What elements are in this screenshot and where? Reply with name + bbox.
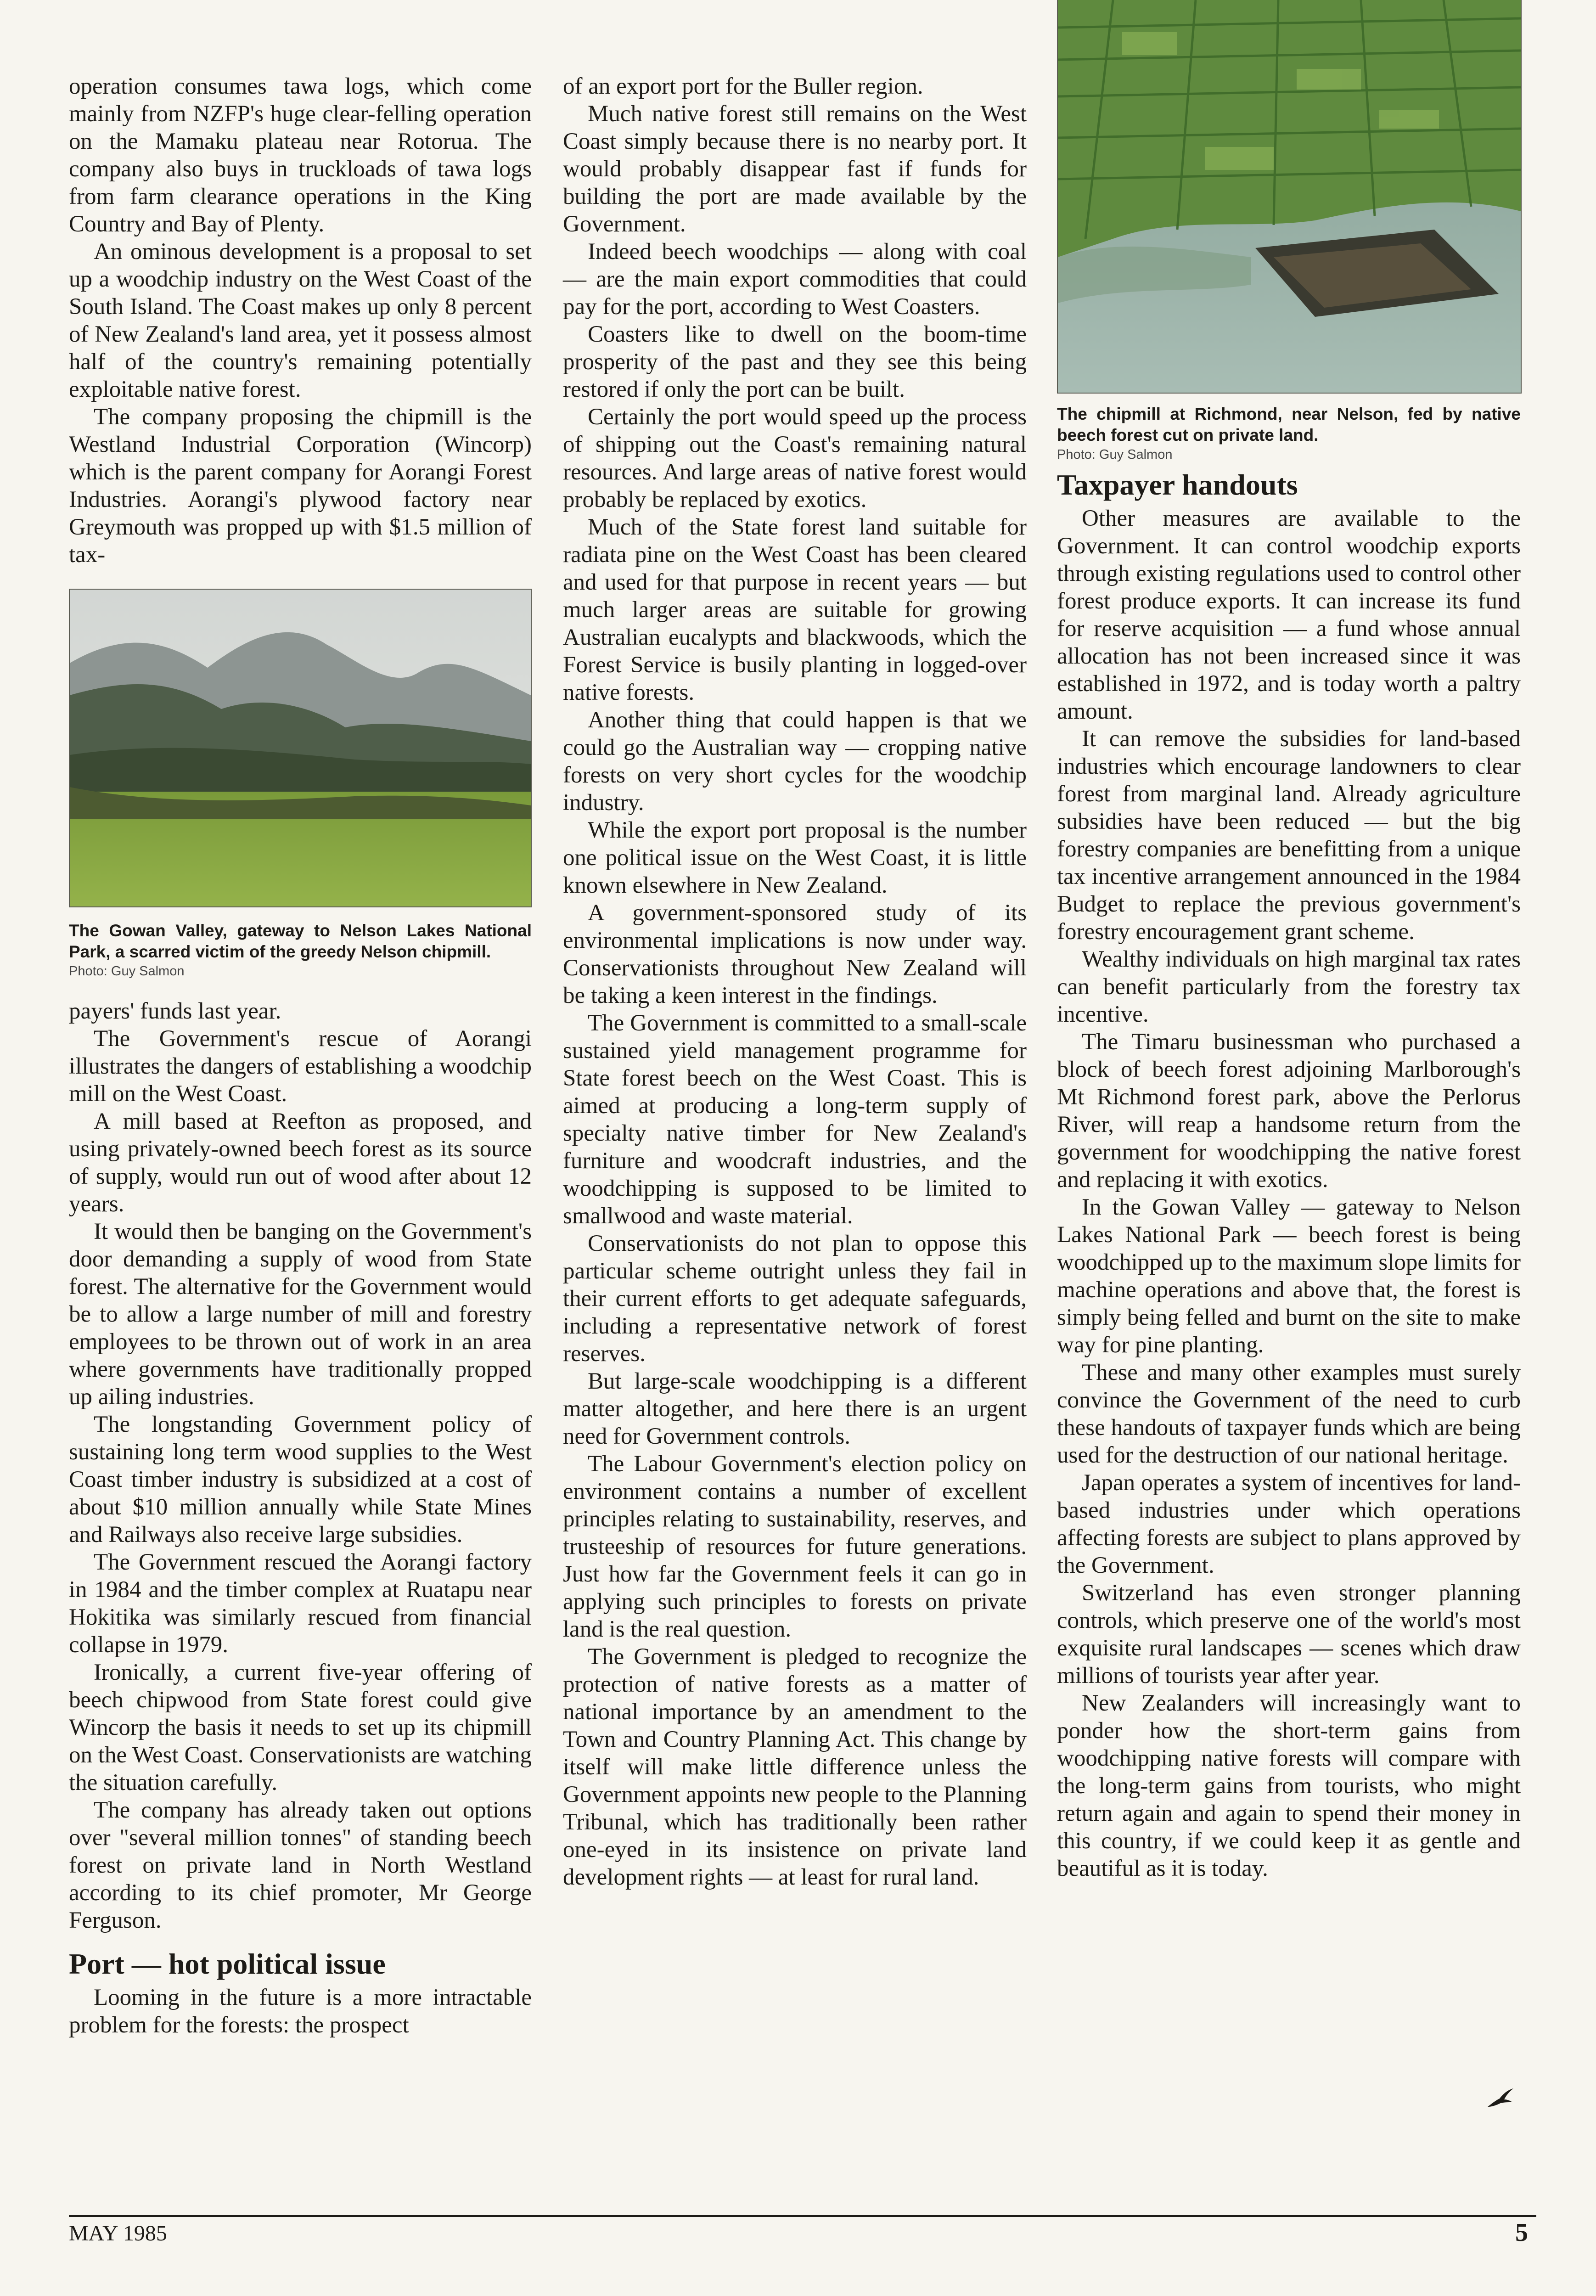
paragraph: In the Gowan Valley — gateway to Nelson Lakes National Park — beech forest is being woodchipped up to the maximum slope limits for machine operations and above that, the forest is simply being felled and burnt on the site to make way for pine planting. [1057, 1194, 1521, 1358]
paragraph: The Labour Government's election policy on environment contains a number of excellent principles relating to sustainability, reserves, and trusteeship of resources for future generations. Just how far the Government feels it can go in applying such principles to forests on private land is the real question. [563, 1451, 1027, 1642]
paragraph: payers' funds last year. [69, 998, 281, 1024]
paragraph: Indeed beech woodchips — along with coal — are the main export commodities that could pay for the port, according to West Coasters. [563, 239, 1027, 320]
footer-issue-date: MAY 1985 [69, 2221, 167, 2245]
photo-credit: Photo: Guy Salmon [1057, 447, 1173, 462]
paragraph: Much of the State forest land suitable for radiata pine on the West Coast has been cleared and used for that purpose in recent years — but much larger areas are suitable for growing Australian eucalypts and blackwoods, which the Forest Service is busily planting in logged-over native forests. [563, 514, 1027, 705]
paragraph: The Government's rescue of Aorangi illustrates the dangers of establishing a woodchip mill on the West Coast. [69, 1026, 532, 1107]
paragraph: Conservationists do not plan to oppose this particular scheme outright unless they fail in their current efforts to get adequate safeguards, including a representative network of forest reserves. [563, 1231, 1027, 1367]
paragraph: The Government rescued the Aorangi factory in 1984 and the timber complex at Ruatapu near Hokitika was similarly rescued from financial collapse in 1979. [69, 1549, 532, 1658]
photo-credit: Photo: Guy Salmon [69, 964, 185, 979]
paragraph: A government-sponsored study of its environmental implications is now under way. Conservationists throughout New Zealand will be taking a keen interest in the findings. [563, 900, 1027, 1008]
col1-top-text [69, 73, 532, 568]
section-heading: Port — hot political issue [69, 1947, 386, 1980]
paragraph: Another thing that could happen is that we could go the Australian way — cropping native forests on very short cycles for the woodchip industry. [563, 707, 1027, 816]
page-number: 5 [1515, 2218, 1528, 2247]
paragraph: The company has already taken out options over "several million tonnes" of standing beech forest on private land in North Westland according to its chief promoter, Mr George Ferguson. [69, 1797, 532, 1933]
column-2 [563, 73, 1027, 1891]
paragraph: Ironically, a current five-year offering of beech chipwood from State forest could give Wincorp the basis it needs to set up its chipmill on the West Coast. Conservationists are watching the situation carefully. [69, 1660, 532, 1795]
paragraph: Coasters like to dwell on the boom-time prosperity of the past and they see this being restored if only the port can be built. [563, 321, 1027, 402]
paragraph: An ominous development is a proposal to set up a woodchip industry on the West Coast of the South Island. The Coast makes up only 8 percent of New Zealand's land area, yet it possess almost half of the country's remaining potentially exploitable native forest. [69, 239, 532, 402]
paragraph: operation consumes tawa logs, which come mainly from NZFP's huge clear-felling operation on the Mamaku plateau near Rotorua. The company also buys in truckloads of tawa logs from farm clearance operations in the King Country and Bay of Plenty. [69, 73, 532, 237]
photo-caption: The chipmill at Richmond, near Nelson, fed by native beech forest cut on private land. [1057, 405, 1521, 445]
paragraph: Looming in the future is a more intractable problem for the forests: the prospect [69, 1985, 532, 2038]
paragraph: Wealthy individuals on high marginal tax rates can benefit particularly from the forestry tax incentive. [1057, 946, 1521, 1027]
paragraph: It can remove the subsidies for land-based industries which encourage landowners to clear forest from marginal land. Already agriculture subsidies have been reduced — but the big forestry companies are benefitting from a unique tax incentive arrangement announced in the 1984 Budget to replace the previous government's forestry encouragement grant scheme. [1057, 726, 1521, 945]
photo-caption: The Gowan Valley, gateway to Nelson Lakes National Park, a scarred victim of the greedy Nelson chipmill. [69, 921, 532, 961]
paragraph: of an export port for the Buller region. [563, 73, 923, 99]
footer-rule [69, 2215, 1536, 2217]
paragraph: New Zealanders will increasingly want to ponder how the short-term gains from woodchipping native forests will compare with the long-term gains from tourists, who might return again and again to spend their money in this country, if we could keep it as gentle and beautiful as it is today. [1057, 1690, 1521, 1881]
paragraph: Certainly the port would speed up the process of shipping out the Coast's remaining natural resources. And large areas of native forest would probably be replaced by exotics. [563, 404, 1027, 512]
paragraph: The Government is committed to a small-scale sustained yield management programme for State forest beech on the West Coast. This is aimed at producing a long-term supply of specialty native timber for New Zealand's furniture and woodcraft industries, and the woodchipping is supposed to be limited to smallwood and waste material. [563, 1010, 1027, 1229]
bird-icon [1486, 2087, 1515, 2110]
gowan-valley-photo [69, 589, 532, 907]
column-1 [69, 73, 532, 2039]
column-3 [1057, 0, 1521, 1882]
paragraph: Japan operates a system of incentives for land-based industries under which operations affecting forests are subject to plans approved by the Government. [1057, 1470, 1521, 1578]
paragraph: Switzerland has even stronger planning controls, which preserve one of the world's most exquisite rural landscapes — scenes which draw millions of tourists year after year. [1057, 1580, 1521, 1688]
paragraph: These and many other examples must surely convince the Government of the need to curb these handouts of taxpayer funds which are being used for the destruction of our national heritage. [1057, 1360, 1521, 1468]
paragraph: But large-scale woodchipping is a different matter altogether, and here there is an urgent need for Government controls. [563, 1368, 1027, 1449]
paragraph: The Government is pledged to recognize the protection of native forests as a matter of national importance by an amendment to the Town and Country Planning Act. This change by itself will make little difference unless the Government appoints new people to the Planning Tribunal, which has traditionally been rather one-eyed in its insistence on private land development rights — at least for rural land. [563, 1644, 1027, 1890]
paragraph: The Timaru businessman who purchased a block of beech forest adjoining Marlborough's Mt Richmond forest park, above the Perlorus River, will reap a handsome return from the government for woodchipping the native forest and replacing it with exotics. [1057, 1029, 1521, 1193]
paragraph: It would then be banging on the Government's door demanding a supply of wood from State forest. The alternative for the Government would be to allow a large number of mill and forestry employees to be thrown out of work in an area where governments have traditionally propped up ailing industries. [69, 1219, 532, 1410]
richmond-chipmill-photo [1057, 0, 1522, 394]
paragraph: Other measures are available to the Government. It can control woodchip exports through existing regulations used to control other forest produce exports. It can increase its fund for reserve acquisition — a fund whose annual allocation has not been increased since it was established in 1972, and is today worth a paltry amount. [1057, 506, 1521, 724]
paragraph: While the export port proposal is the number one political issue on the West Coast, it is little known elsewhere in New Zealand. [563, 817, 1027, 898]
col1-bottom-text [69, 997, 532, 1934]
section-heading: Taxpayer handouts [1057, 468, 1298, 501]
paragraph: The longstanding Government policy of sustaining long term wood supplies to the West Coast timber industry is subsidized at a cost of about $10 million annually while State Mines and Railways also receive large subsidies. [69, 1412, 532, 1548]
paragraph: Much native forest still remains on the West Coast simply because there is no nearby port. It would probably disappear fast if funds for building the port are made available by the Government. [563, 101, 1027, 237]
paragraph: A mill based at Reefton as proposed, and using privately-owned beech forest as its source of supply, would run out of wood after about 12 years. [69, 1109, 532, 1217]
paragraph: The company proposing the chipmill is the Westland Industrial Corporation (Wincorp) which is the parent company for Aorangi Forest Industries. Aorangi's plywood factory near Greymouth was propped up with $1.5 million of tax- [69, 404, 532, 568]
